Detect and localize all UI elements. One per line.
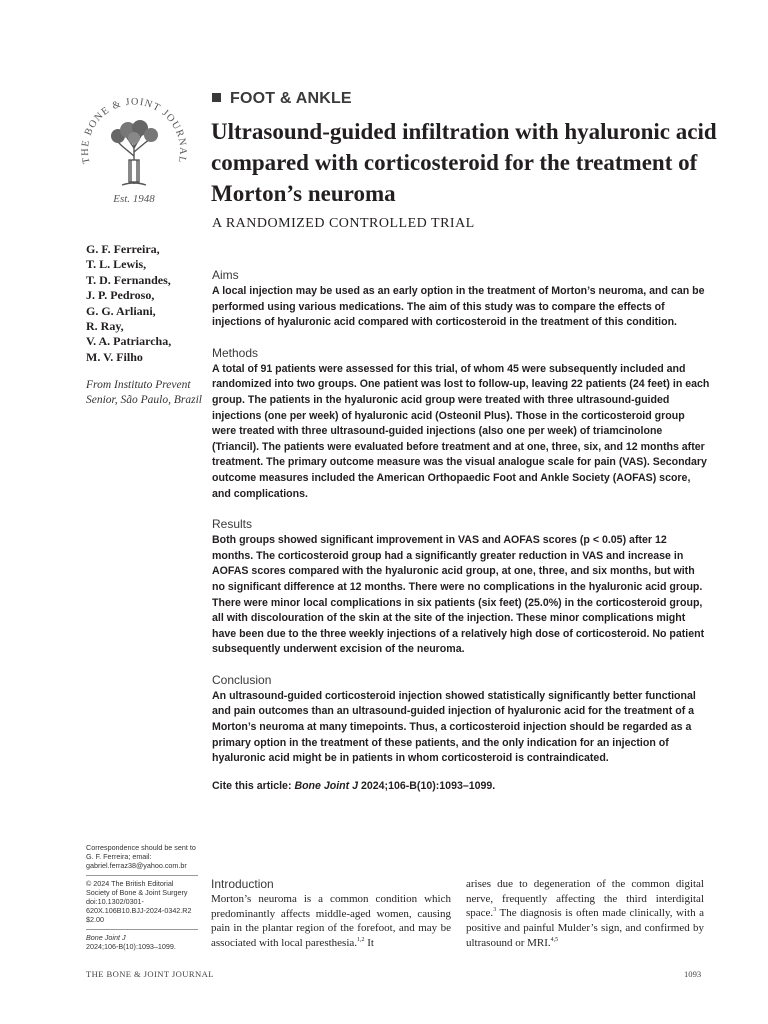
sidebar-journal-ref: 2024;106-B(10):1093–1099. — [86, 941, 176, 951]
citation-sup: 4,5 — [550, 936, 559, 943]
author-name: G. F. Ferreira, — [86, 242, 160, 256]
journal-ref-note — [86, 933, 198, 951]
cite-journal: Bone Joint J — [294, 779, 359, 792]
results-text: Both groups showed significant improvement in VAS and AOFAS scores (p < 0.05) after 12 months. The corticosteroid group had a significantly greater reduction in VAS and increase in AOFAS scores compared with the hyaluronic acid group, at one, three, and six months, but with no significant difference at 12 months. There were no complications in the hyaluronic acid group. There were minor local complications in six patients (six feet) (25.0%) in the corticosteroid group, all with discolouration of the skin at the site of the injection. These minor complications might have been due to the three weekly injections of a relatively high dose of corticosteroid. No patient subsequently underwent excision of the neuroma. — [212, 534, 705, 656]
sidebar-divider — [86, 875, 198, 876]
sidebar-divider — [86, 929, 198, 930]
cite-label: Cite this article: — [212, 779, 292, 792]
section-tag-label: FOOT & ANKLE — [230, 90, 352, 107]
cite-ref: 2024;106-B(10):1093–1099. — [360, 779, 496, 792]
footer-journal-name: THE BONE & JOINT JOURNAL — [86, 969, 214, 979]
intro-column-1 — [211, 892, 451, 951]
sidebar-journal: Bone Joint J — [86, 932, 126, 942]
copyright-note: © 2024 The British Editorial Society of Bone & Joint Surgery doi:10.1302/0301-620X.106B10.BJJ-2024-0342.R2 $2.00 — [86, 878, 192, 925]
article-subtitle: A RANDOMIZED CONTROLLED TRIAL — [212, 216, 475, 231]
article-sidebar — [86, 843, 198, 951]
author-list — [86, 242, 206, 365]
abstract — [212, 268, 710, 792]
conclusion-heading: Conclusion — [212, 672, 272, 687]
author-name: T. D. Fernandes, — [86, 272, 171, 287]
author-name: G. G. Arliani, — [86, 303, 156, 318]
correspondence-note: Correspondence should be sent to G. F. Ferreira; email: gabriel.ferraz38@yahoo.com.br — [86, 843, 196, 871]
intro-col1-tail: It — [364, 937, 374, 950]
methods-heading: Methods — [212, 345, 259, 360]
author-name: M. V. Filho — [86, 349, 143, 364]
author-name: V. A. Patriarcha, — [86, 334, 172, 349]
author-name: T. L. Lewis, — [86, 257, 147, 272]
intro-column-2 — [466, 877, 704, 951]
page-number: 1093 — [684, 969, 702, 979]
aims-heading: Aims — [212, 268, 239, 282]
intro-col2-text-b: The diagnosis is often made clinically, with a positive and painful Mulder’s sign, and confirmed by ultrasound or MRI. — [466, 907, 704, 949]
citation-sup: 1,2 — [357, 937, 365, 944]
conclusion-text: An ultrasound-guided corticosteroid injection showed statistically significantly better functional and pain outcomes than an ultrasound-guided injection of hyaluronic acid for the treatment of a Morton’s neuroma at many timepoints. Thus, a corticosteroid injection should be regarded as a primary option in the treatment of these patients, and the only indication for an injection of hyaluronic acid might be in patients in whom corticosteroid is contraindicated. — [212, 689, 696, 765]
logo-arc-text: THE BONE & JOINT JOURNAL — [79, 96, 189, 165]
results-heading: Results — [212, 517, 253, 532]
logo-est-text: Est. 1948 — [113, 193, 155, 205]
affiliation: From Instituto Prevent Senior, São Paulo, Brazil — [86, 379, 202, 406]
introduction-heading: Introduction — [211, 877, 274, 891]
methods-text: A total of 91 patients were assessed for this trial, of whom 45 were subsequently included and randomized into two groups. One patient was lost to follow-up, leaving 22 patients (24 feet) in each group. The patients in the hyaluronic acid group were treated with three ultrasound-guided injections (one per week) of hyaluronic acid (Osteonil Plus). Those in the corticosteroid group were treated with three ultrasound-guided injections (also one per week) of triamcinolone (Triancil). The patients were evaluated before treatment and at one, three, six, and 12 months after treatment. The primary outcome measure was the visual analogue scale for pain (VAS). Secondary outcome measures included the American Orthopaedic Foot and Ankle Society (AOFAS) score, and complications. — [212, 362, 710, 500]
author-name: R. Ray, — [86, 319, 124, 334]
aims-text: A local injection may be used as an early option in the treatment of Morton’s neuroma, and can be performed using various medications. The aim of this study was to compare the effects of injections of hyaluronic acid compared with corticosteroid in the treatment of this condition. — [212, 285, 705, 329]
tree-icon — [111, 120, 158, 185]
section-tag — [212, 90, 352, 108]
intro-col2-text-a: arises due to degeneration of the common digital nerve, frequently affecting the third interdigital space. — [466, 878, 704, 920]
author-name: J. P. Pedroso, — [86, 288, 155, 303]
intro-col1-text: Morton’s neuroma is a common condition which predominantly affects middle-aged women, causing pain in the plantar region of the forefoot, and may be associated with local paresthesia. — [211, 893, 451, 950]
citation-sup: 3 — [493, 907, 497, 914]
journal-logo — [78, 92, 190, 207]
article-title: Ultrasound-guided infiltration with hyaluronic acid compared with corticosteroid for the treatment of Morton’s neuroma — [211, 119, 717, 206]
citation — [212, 780, 710, 792]
square-bullet-icon — [212, 93, 221, 102]
